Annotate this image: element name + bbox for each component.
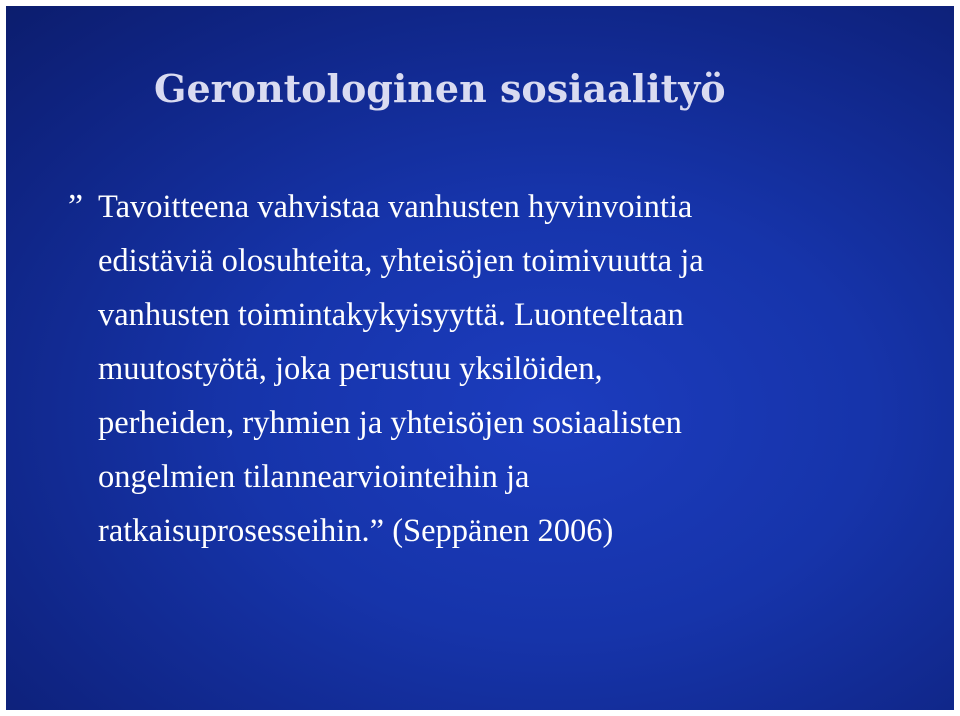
bullet-text-line-4: muutostyötä, joka perustuu yksilöiden, bbox=[98, 351, 603, 387]
bullet-text-line-7: ratkaisuprosesseihin.” (Seppänen 2006) bbox=[98, 513, 614, 549]
bullet-text-line-2: edistäviä olosuhteita, yhteisöjen toimivuutta ja bbox=[98, 243, 704, 279]
bullet-text-line-1: Tavoitteena vahvistaa vanhusten hyvinvointia bbox=[98, 189, 693, 225]
bullet-text-line-5: perheiden, ryhmien ja yhteisöjen sosiaalisten bbox=[98, 405, 682, 441]
bullet-text-line-6: ongelmien tilannearviointeihin ja bbox=[98, 459, 530, 495]
slide-title: Gerontologinen sosiaalityö bbox=[154, 66, 726, 111]
bullet-text-line-3: vanhusten toimintakykyisyyttä. Luonteeltaan bbox=[98, 297, 684, 333]
bullet-quote-icon: ” bbox=[68, 188, 84, 225]
slide bbox=[6, 6, 954, 710]
